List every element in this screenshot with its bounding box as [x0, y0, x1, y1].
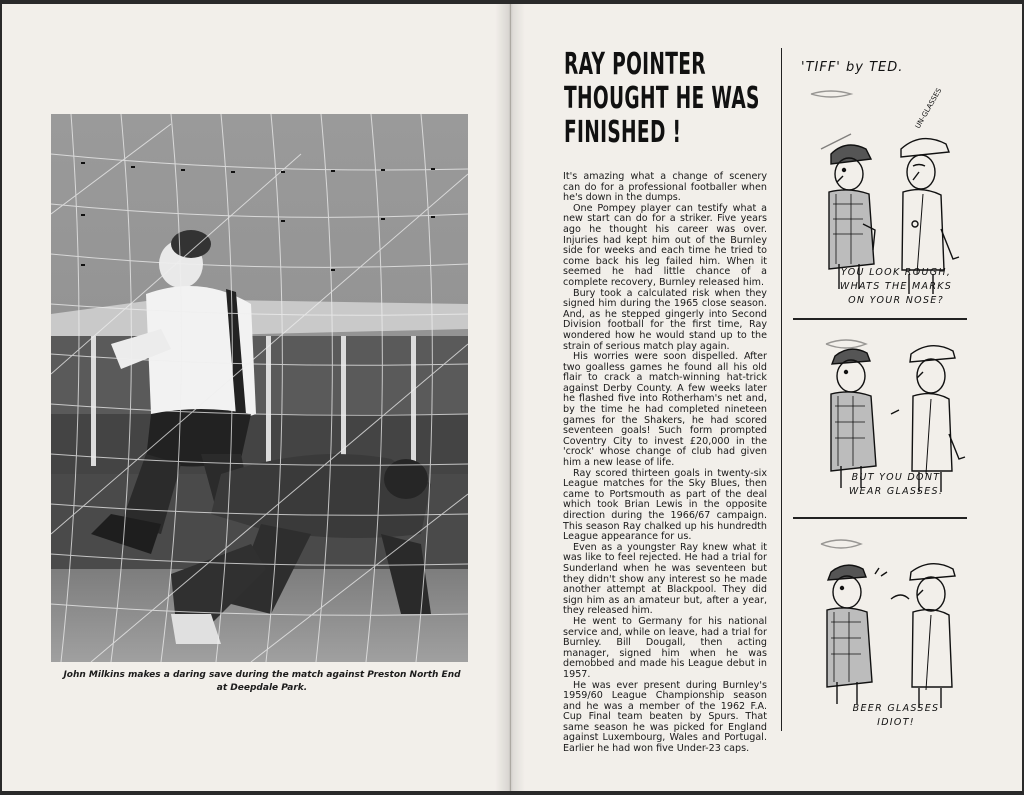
headline-line-1: RAY POINTER — [564, 47, 706, 82]
column-divider — [781, 48, 782, 731]
speech-line: WEAR GLASSES. — [848, 486, 944, 497]
article-paragraph: Ray scored thirteen goals in twenty-six League matches for the Sky Blues, then came to Portsmouth as part of the deal which took Brian Lewis in the opposite direction during the 1966/67 campaign. This season Ray chalked up his hundredth League appearance for us. — [563, 467, 767, 543]
article-paragraph: It's amazing what a change of scenery can do for a professional footballer when he's down in the dumps. — [563, 171, 767, 204]
photo-caption: John Milkins makes a daring save during the match against Preston North End at Deepdale Park. — [63, 670, 461, 693]
panel-3-speech — [816, 702, 976, 730]
article-paragraph: Even as a youngster Ray knew what it was like to feel rejected. He had a trial for Sunderland when he was seventeen but they didn't show any interest so he made another attempt at Blackpool. They did sign him as an amateur but, after a year, they released him. — [563, 541, 767, 617]
speech-line: ON YOUR NOSE? — [848, 295, 944, 306]
panel-divider — [793, 517, 967, 519]
panel-1-speech — [811, 266, 981, 308]
article-headline — [564, 47, 760, 150]
speech-line: YOU LOOK ROUGH, — [840, 267, 952, 278]
goalkeeper-save-image — [51, 114, 468, 662]
glasses-label: UN-GLASSES — [913, 86, 944, 130]
cartoon-title: 'TIFF' by TED. — [801, 60, 904, 75]
article-paragraph: He went to Germany for his national service and, while on leave, had a trial for Burnley. Bill Dougall, then acting manager, signed him when he was demobbed and made his League debut in 1957. — [563, 615, 767, 680]
article-paragraph: He was ever present during Burnley's 1959/60 League Championship season and he was a member of the 1962 F.A. Cup Final team beaten by Spurs. That same season he was picked for England against Luxembourg, Wales and Portugal. Earlier he had won five Under-23 caps. — [563, 679, 767, 755]
speech-line: WHATS THE MARKS — [839, 281, 953, 292]
right-page — [511, 4, 1022, 791]
speech-line: BEER GLASSES — [852, 703, 940, 714]
speech-line: IDIOT! — [877, 717, 915, 728]
panel-divider — [793, 318, 967, 320]
article-paragraph: His worries were soon dispelled. After two goalless games he found all his old flair to crack a match-winning hat-trick against Derby County. A few weeks later he flashed five into Rotherham's net and, by the time he had completed nineteen games for the Shakers, he had scored seventeen goals! Such form prompted Coventry City to invest £20,000 in the 'crock' whose change of club had given him a new lease of life. — [563, 351, 767, 469]
article-body — [563, 172, 767, 755]
left-page — [2, 4, 511, 791]
match-photo — [51, 114, 468, 662]
speech-line: BUT YOU DONT — [851, 472, 941, 483]
tiff-cartoon-strip — [791, 54, 1003, 744]
headline-line-2: THOUGHT HE WAS — [564, 81, 760, 116]
panel-2-speech — [816, 471, 976, 499]
article-paragraph: One Pompey player can testify what a new start can do for a striker. Five years ago he thought his career was over. Injuries had kept him out of the Burnley side for weeks and each time he tried to come back his leg failed him. When it seemed he had little chance of a complete recovery, Burnley released him. — [563, 202, 767, 288]
article-paragraph: Bury took a calculated risk when they signed him during the 1965 close season. And, as he stepped gingerly into Second Division football for the first time, Ray wondered how he would stand up to the strain of serious match play again. — [563, 287, 767, 352]
headline-line-3: FINISHED ! — [564, 115, 682, 150]
